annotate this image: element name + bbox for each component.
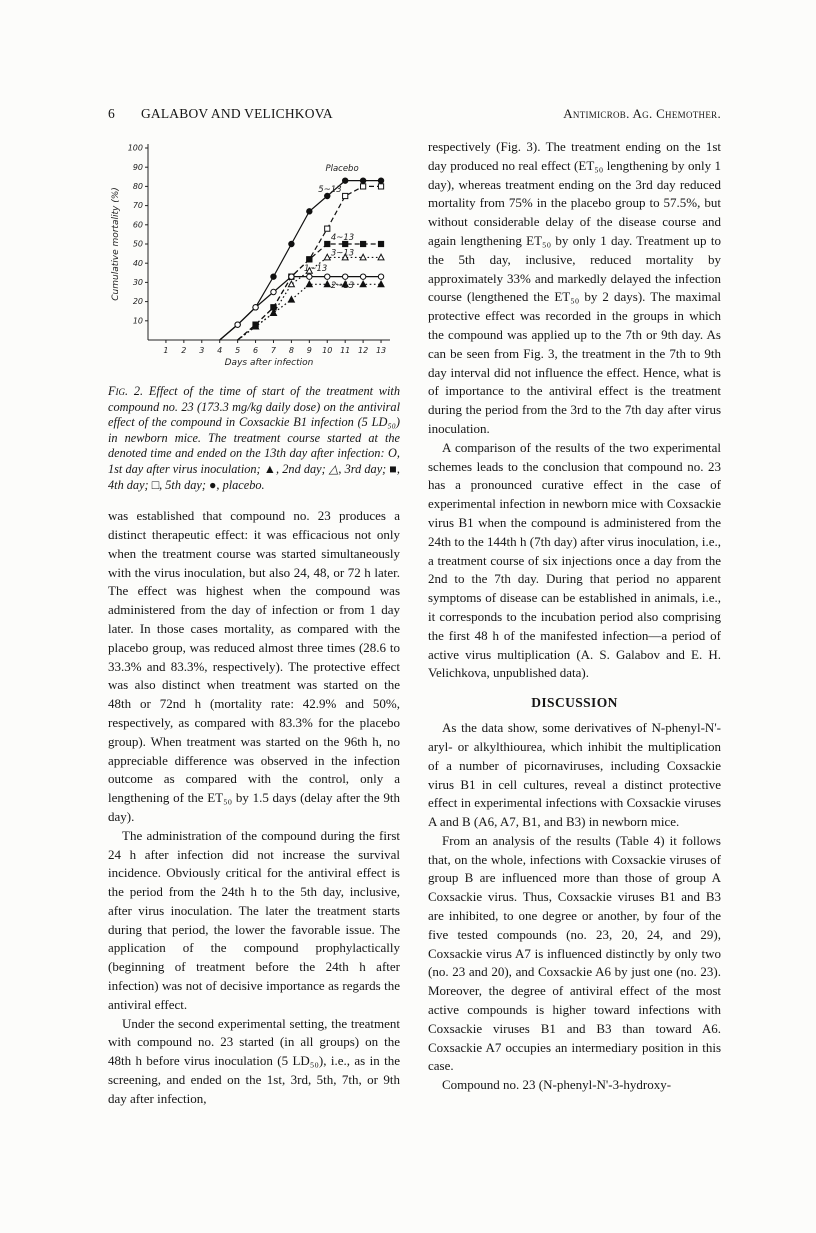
right-paragraph-2: A comparison of the results of the two experimental schemes leads to the conclusion that compound no. 23 has a pronounced curative effect in the case of experimental infection in newborn mice with Coxsackie virus B1 when the compound is administered from the 24th to the 144th h (7th day) after virus inoculation, i.e., a treatment course of six injections once a day from the 2nd to the 7th day. During that period no apparent symptoms of disease can be established in animals, i.e., it corresponds to the incubation period also comprising the first 48 h of the manifested infection—a period of active virus multiplication (A. S. Galabov and E. H. Velichkova, unpublished data). — [428, 439, 721, 681]
mortality-chart-wrap — [108, 138, 400, 374]
svg-text:12: 12 — [358, 346, 369, 355]
right-paragraph-1: respectively (Fig. 3). The treatment ending on the 1st day produced no real effect (ET₅₀ lengthening by only 1 day), whereas treatment ending on the 3rd day reduced mortality from 75% in the placebo group to 57.5%, but without considerable delay of the disease course and again lengthening ET₅₀ by only 1 day. Treatment up to the 5th day, inclusive, reduced mortality by approximately 33% and markedly delayed the infection course (lengthened the ET₅₀ by 2 days). The maximal protective effect was recorded in the groups in which the compound was applied up to the 7th or 9th day. As can be seen from Fig. 3, the treatment in the 7th to 9th day interval did not influence the effect. Hence, what is of importance to the antiviral effect is the treatment during the period from the 3rd to the 7th day after virus inoculation. — [428, 139, 721, 436]
right-paragraph-5: Compound no. 23 (N-phenyl-N'-3-hydroxy- — [442, 1077, 672, 1093]
svg-text:13: 13 — [375, 346, 387, 355]
svg-text:10: 10 — [132, 316, 143, 326]
svg-text:20: 20 — [132, 297, 143, 307]
page-number: 6 — [108, 106, 115, 121]
svg-text:3~13: 3~13 — [330, 248, 355, 259]
running-head-journal: Antimicrob. Ag. Chemother. — [563, 106, 721, 121]
svg-text:4: 4 — [217, 346, 223, 355]
svg-text:Placebo: Placebo — [325, 164, 359, 175]
svg-text:9: 9 — [306, 346, 312, 355]
svg-text:40: 40 — [132, 258, 143, 268]
svg-text:Days after infection: Days after infection — [224, 358, 314, 368]
svg-text:4~13: 4~13 — [330, 233, 355, 244]
svg-text:100: 100 — [127, 143, 143, 153]
svg-text:7: 7 — [270, 346, 277, 355]
svg-text:90: 90 — [132, 162, 143, 172]
svg-text:2~13: 2~13 — [330, 281, 355, 292]
figure-caption — [108, 384, 400, 493]
svg-text:50: 50 — [132, 239, 143, 249]
svg-text:70: 70 — [132, 201, 143, 211]
svg-text:80: 80 — [132, 182, 143, 191]
svg-text:11: 11 — [340, 346, 351, 355]
mortality-line-chart — [108, 138, 400, 370]
running-head-left — [108, 106, 333, 122]
right-column — [428, 138, 721, 1109]
left-column — [108, 138, 400, 1109]
right-paragraph-3: As the data show, some derivatives of N-phenyl-N'-aryl- or alkylthiourea, which inhibit the multiplication of a number of picornaviruses, including Coxsackie virus B1 in cell cultures, reveal a distinct protective effect in experimental infections with Coxsackie viruses A and B (A6, A7, B1, and B3) in newborn mice. — [428, 720, 721, 830]
svg-text:3: 3 — [199, 346, 205, 355]
figure-2 — [108, 138, 400, 493]
svg-text:6: 6 — [253, 346, 259, 355]
svg-text:8: 8 — [288, 346, 294, 355]
svg-text:2: 2 — [181, 346, 187, 355]
left-paragraph-1: was established that compound no. 23 produces a distinct therapeutic effect: it was efficacious not only when the treatment course was started simultaneously with the virus inoculation, but also 24, 48, or 72 h later. The effect was highest when the compound was administered from the day of infection or from 1 day later. In those cases mortality, as compared with the placebo group, was reduced almost three times (28.6 to 33.3% and 83.3%, respectively). The protective effect was also distinct when treatment was started on the 48th or 72nd h (mortality rate: 42.9% and 50%, respectively, as compared with 83.3% for the placebo group). When treatment was started on the 96th h, no appreciable difference was observed in the infection outcome as compared with the control, only a lengthening of the ET₅₀ by 1.5 days (delay after the 9th day). — [108, 508, 400, 824]
left-paragraph-3: Under the second experimental setting, the treatment with compound no. 23 started (in all groups) on the 48th h before virus inoculation (5 LD₅₀), i.e., as in the screening, and ended on the 1st, 3rd, 5th, 7th, or 9th day after infection, — [108, 1015, 400, 1106]
right-paragraph-4: From an analysis of the results (Table 4) it follows that, on the whole, infections with Coxsackie viruses of group B are influenced more than those of group A Coxsackie virus. Thus, Coxsackie viruses B1 and B3 are inhibited, to one degree or another, by four of the five tested compounds (no. 23, 20, 24, and 29), Coxsackie virus A7 is influenced distinctly by only two (no. 23 and 20), and Coxsackie A6 by just one (no. 23). Moreover, the degree of antiviral effect of the most active compounds is higher toward infections with Coxsackie viruses B1 and B3 than toward A6. Coxsackie A7 occupies an intermediary position in this case. — [428, 832, 721, 1074]
svg-text:60: 60 — [132, 220, 143, 230]
left-paragraph-2: The administration of the compound during the first 24 h after infection did not increase the survival incidence. Obviously critical for the antiviral effect is the period from the 24th h to the 5th day, inclusive, after virus inoculation. The later the treatment starts during that period, the lower the favorable issue. The application of the compound prophylactically (beginning of treatment before the 24th h after infection) was not of decisive importance as regards the antiviral effect. — [108, 827, 400, 1012]
svg-text:1~13: 1~13 — [303, 263, 328, 274]
running-head-authors: GALABOV AND VELICHKOVA — [140, 106, 333, 121]
svg-text:30: 30 — [132, 278, 143, 287]
running-head — [108, 106, 721, 122]
discussion-heading: DISCUSSION — [531, 695, 618, 711]
svg-text:5: 5 — [235, 346, 241, 355]
svg-text:5~13: 5~13 — [318, 185, 342, 196]
svg-text:1: 1 — [163, 346, 169, 355]
svg-text:10: 10 — [322, 346, 333, 355]
two-column-body — [108, 138, 721, 1109]
svg-text:Cumulative mortality (%): Cumulative mortality (%) — [111, 187, 121, 301]
figure-caption-label: Fig. 2. — [108, 384, 144, 398]
figure-caption-text: Effect of the time of start of the treatment with compound no. 23 (173.3 mg/kg daily dose) on the antiviral effect of the compound in Coxsackie B1 infection (5 LD₅₀) in newborn mice. The treatment course started at the denoted time and ended on the 13th day after infection: O, 1st day after virus inoculation; ▲, 2nd day; △, 3rd day; ■, 4th day; □, 5th day; ●, placebo. — [108, 384, 400, 492]
